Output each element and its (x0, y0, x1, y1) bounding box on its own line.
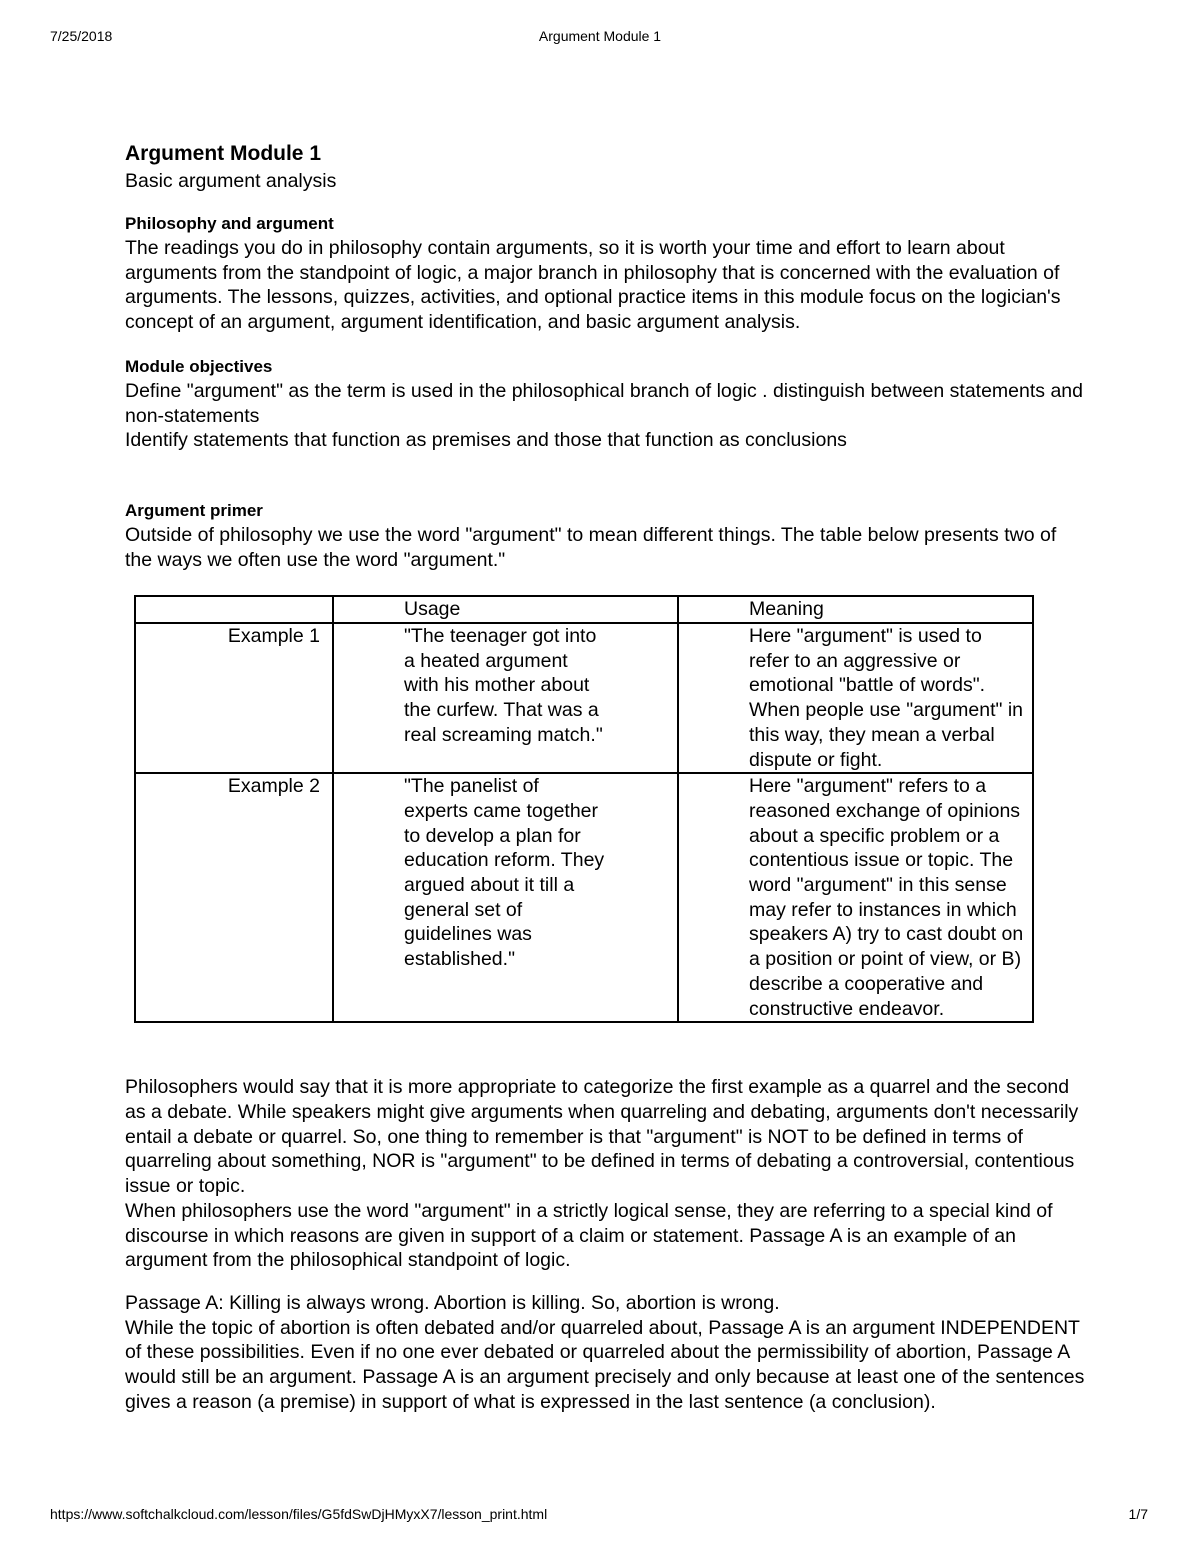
print-url: https://www.softchalkcloud.com/lesson/files/G5fdSwDjHMyxX7/lesson_print.html (50, 1506, 548, 1522)
print-header (50, 28, 1150, 48)
table-row (135, 623, 1033, 773)
usage-cell (333, 773, 678, 1022)
usage-text: "The panelist of experts came together to develop a plan for education reform. They argued about it till a general set of guidelines was established." (404, 775, 605, 971)
discussion (125, 1075, 1085, 1414)
meaning-cell: Here "argument" refers to a reasoned exchange of opinions about a specific problem or a contentious issue or topic. The word "argument" in this sense may refer to instances in which speakers A) try to cast doubt on a position or point of view, or B) describe a cooperative and constructive endeavor. (678, 773, 1033, 1022)
print-footer (50, 1506, 1150, 1526)
page-title: Argument Module 1 (125, 142, 322, 165)
page-number: 1/7 (1128, 1506, 1148, 1522)
table-header-cell: Meaning (678, 596, 1033, 623)
example-label: Example 2 (135, 773, 333, 1022)
meaning-cell: Here "argument" is used to refer to an aggressive or emotional "battle of words". When people use "argument" in this way, they mean a verbal dispute or fight. (678, 623, 1033, 773)
document-body (125, 140, 1085, 1414)
table-header-row (135, 596, 1033, 623)
passage-a-explanation: While the topic of abortion is often debated and/or quarreled about, Passage A is an argument INDEPENDENT of these possibilities. Even if no one ever debated or quarreled about the permissibility of abortion, Passage A would still be an argument. Passage A is an argument precisely and only because at least one of the sentences gives a reason (a premise) in support of what is expressed in the last sentence (a conclusion). (125, 1316, 1085, 1413)
table-header-cell (135, 596, 333, 623)
usage-table (134, 595, 1034, 1023)
quarrel-debate-paragraph: Philosophers would say that it is more appropriate to categorize the first example as a quarrel and the second as a debate. While speakers might give arguments when quarreling and debating, arguments don't necessarily entail a debate or quarrel. So, one thing to remember is that "argument" is NOT to be defined in terms of quarreling about something, NOR is "argument" to be defined in terms of debating a controversial, contentious issue or topic. (125, 1076, 1079, 1198)
philosophy-text: The readings you do in philosophy contain arguments, so it is worth your time and effort to learn about arguments from the standpoint of logic, a major branch in philosophy that is concerned with the evaluation of arguments. The lessons, quizzes, activities, and optional practice items in this module focus on the logician's concept of an argument, argument identification, and basic argument analysis. (125, 237, 1061, 334)
primer-text: Outside of philosophy we use the word "argument" to mean different things. The table below presents two of the ways we often use the word "argument." (125, 523, 1057, 571)
example-label: Example 1 (135, 623, 333, 773)
primer-heading: Argument primer (125, 500, 263, 520)
philosophy-heading: Philosophy and argument (125, 214, 334, 233)
page-subtitle: Basic argument analysis (125, 170, 337, 192)
usage-text: "The teenager got into a heated argument with his mother about the curfew. That was a real screaming match." (404, 625, 603, 746)
objectives-heading: Module objectives (125, 356, 273, 376)
objective-1: Define "argument" as the term is used in the philosophical branch of logic . distinguish between statements and non-statements (125, 379, 1083, 427)
usage-cell (333, 623, 678, 773)
objective-2: Identify statements that function as premises and those that function as conclusions (125, 429, 847, 452)
table-row (135, 773, 1033, 1022)
print-title: Argument Module 1 (538, 28, 662, 44)
table-header-cell: Usage (333, 596, 678, 623)
print-date: 7/25/2018 (50, 28, 113, 44)
passage-a: Passage A: Killing is always wrong. Abortion is killing. So, abortion is wrong. (125, 1291, 780, 1314)
logical-sense-paragraph: When philosophers use the word "argument" in a strictly logical sense, they are referring to a special kind of discourse in which reasons are given in support of a claim or statement. Passage A is an example of an argument from the philosophical standpoint of logic. (125, 1199, 1053, 1272)
